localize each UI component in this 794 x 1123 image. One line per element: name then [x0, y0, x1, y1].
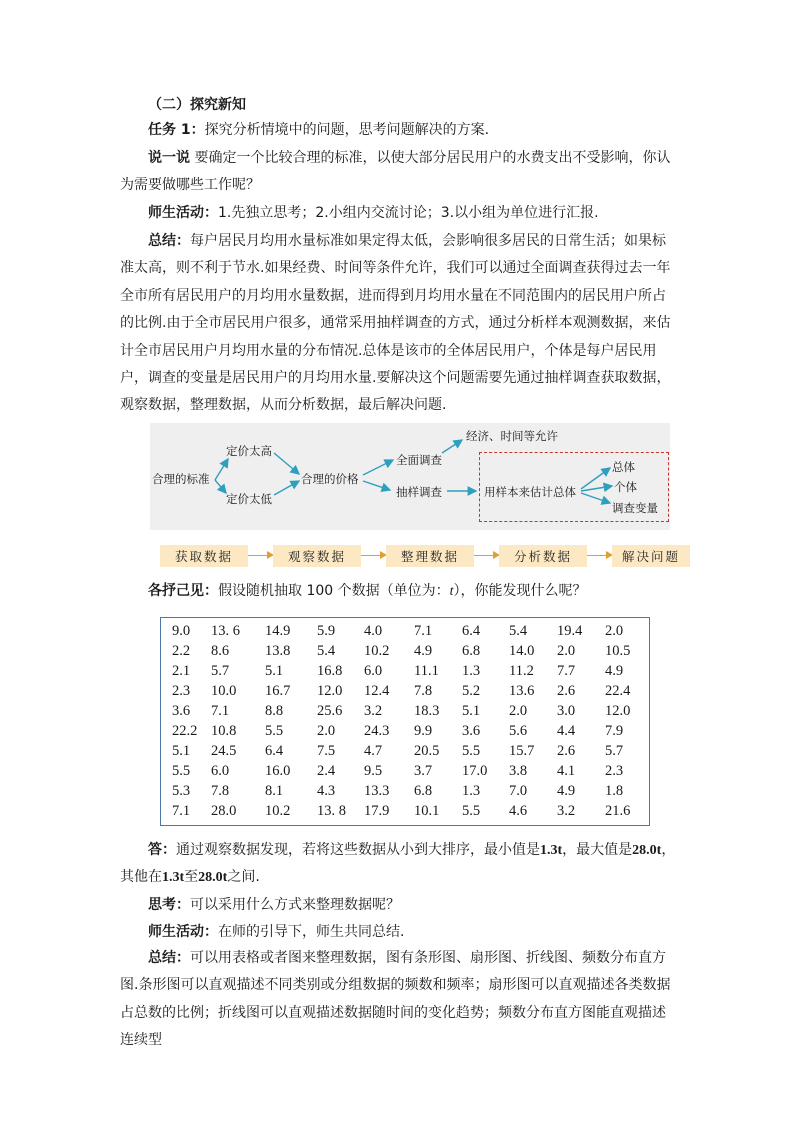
summary1-text: 每户居民月均用水量标准如果定得太低，会影响很多居民的日常生活；如果标准太高，则不利于节水.如果经费、时间等条件允许，我们可以通过全面调查获得过去一年全市所有居民用户的月均用水量数据，进而得到月均用水量在不同范围内的居民用户所占的比例.由于全市居民用户很多，通常采用抽样调查的方式，通过分析样本观测数据，来估计全市居民用户月均用水量的分布情况.总体是该市的全体居民用户，个体是每户居民用户，调查的变量是居民用户的月均用水量.要解决这个问题需要先通过抽样调查获取数据，观察数据，整理数据，从而分析数据，最后解决问题.: [120, 233, 671, 414]
node-cost: 经济、时间等允许: [466, 429, 558, 443]
node-individual: 个体: [614, 480, 637, 494]
table-cell: 3.6: [462, 723, 481, 740]
table-cell: 24.5: [211, 743, 237, 760]
opinion-post: ），你能发现什么呢？: [453, 583, 587, 599]
table-cell: 4.1: [557, 763, 576, 780]
opinion-paragraph: [120, 578, 676, 605]
think-text: 可以采用什么方式来整理数据呢？: [190, 897, 400, 913]
table-row: [161, 641, 649, 661]
table-cell: 17.9: [364, 803, 390, 820]
process-step-5: 解决问题: [612, 545, 690, 567]
table-cell: 2.6: [557, 743, 576, 760]
table-cell: 18.3: [414, 702, 440, 719]
process-step-2: 观察数据: [273, 545, 361, 567]
think-label: 思考：: [148, 897, 190, 913]
table-cell: 5.6: [509, 723, 528, 740]
table-row: [161, 802, 649, 822]
section-title: （二）探究新知: [148, 97, 246, 113]
table-cell: 10.1: [414, 803, 440, 820]
table-cell: 2.0: [557, 642, 576, 659]
table-cell: 7.9: [605, 723, 624, 740]
table-cell: 7.8: [211, 783, 230, 800]
table-row: [161, 701, 649, 721]
node-root: 合理的标准: [152, 472, 210, 486]
table-row: [161, 782, 649, 802]
table-cell: 2.6: [557, 682, 576, 699]
table-cell: 4.7: [364, 743, 383, 760]
table-cell: 4.3: [317, 783, 336, 800]
activity1-label: 师生活动：: [148, 205, 218, 221]
activity2-label: 师生活动：: [148, 924, 218, 940]
table-cell: 2.4: [317, 763, 336, 780]
activity2-paragraph: [120, 919, 676, 946]
node-full: 全面调查: [396, 453, 442, 467]
table-cell: 6.0: [211, 763, 230, 780]
answer-max: 28.0t: [632, 843, 662, 858]
table-row: [161, 762, 649, 782]
process-arrow-4: [587, 555, 611, 556]
say-text: 要确定一个比较合理的标准，以使大部分居民用户的水费支出不受影响，你认为需要做哪些工作呢？: [120, 150, 671, 194]
table-cell: 4.9: [414, 642, 433, 659]
arrow-price-full: [363, 460, 393, 475]
arrow-full-cost: [442, 440, 462, 453]
concept-diagram: [150, 423, 670, 530]
table-cell: 14.9: [265, 622, 291, 639]
answer-from: 1.3t: [162, 870, 185, 886]
opinion-pre: 假设随机抽取 100 个数据（单位为：: [218, 583, 450, 599]
answer-to: 28.0t: [198, 870, 228, 886]
table-cell: 10.2: [364, 642, 390, 659]
answer-label: 答：: [148, 842, 176, 858]
table-row: [161, 721, 649, 741]
table-cell: 3.6: [172, 702, 191, 719]
table-cell: 22.4: [605, 682, 631, 699]
table-cell: 5.7: [211, 662, 230, 679]
table-cell: 5.5: [265, 723, 284, 740]
table-cell: 5.9: [317, 622, 336, 639]
say-label: 说一说: [148, 150, 190, 166]
table-row: [161, 742, 649, 762]
think-paragraph: [120, 892, 676, 919]
table-cell: 17.0: [462, 763, 488, 780]
node-price: 合理的价格: [301, 472, 359, 486]
node-variable: 调查变量: [612, 501, 658, 515]
process-arrow-1: [248, 555, 272, 556]
table-cell: 13. 6: [211, 622, 240, 639]
table-cell: 11.2: [509, 662, 534, 679]
node-high: 定价太高: [226, 444, 272, 458]
arrow-root-low: [215, 480, 226, 493]
table-cell: 21.6: [605, 803, 631, 820]
table-cell: 15.7: [509, 743, 535, 760]
table-cell: 6.4: [265, 743, 284, 760]
table-cell: 7.5: [317, 743, 336, 760]
table-cell: 5.5: [172, 763, 191, 780]
table-cell: 12.0: [605, 702, 631, 719]
answer-text-1: 通过观察数据发现，若将这些数据从小到大排序，最小值是: [176, 842, 540, 858]
process-step-4: 分析数据: [499, 545, 587, 567]
table-cell: 13.3: [364, 783, 390, 800]
table-cell: 24.3: [364, 723, 390, 740]
summary2-label: 总结：: [148, 950, 190, 966]
table-cell: 3.0: [557, 702, 576, 719]
arrow-low-price: [274, 481, 299, 495]
table-cell: 7.1: [172, 803, 191, 820]
table-cell: 2.0: [317, 723, 336, 740]
table-cell: 2.3: [605, 763, 624, 780]
table-cell: 19.4: [557, 622, 583, 639]
table-cell: 10.0: [211, 682, 237, 699]
process-arrow-2: [361, 555, 385, 556]
table-cell: 6.0: [364, 662, 383, 679]
summary2-text: 可以用表格或者图来整理数据，图有条形图、扇形图、折线图、频数分布直方图.条形图可以直观描述不同类别或分组数据的频数和频率；扇形图可以直观描述各类数据占总数的比例；折线图可以直观描述数据随时间的变化趋势；频数分布直方图能直观描述连续型: [120, 950, 671, 1049]
table-cell: 10.8: [211, 723, 237, 740]
node-low: 定价太低: [226, 492, 272, 506]
table-cell: 7.8: [414, 682, 433, 699]
table-cell: 12.4: [364, 682, 390, 699]
process-step-3: 整理数据: [386, 545, 474, 567]
table-cell: 9.9: [414, 723, 433, 740]
answer-paragraph: [120, 837, 676, 892]
answer-text-2: ，最大值是: [562, 842, 633, 858]
table-cell: 10.2: [265, 803, 291, 820]
table-cell: 7.1: [211, 702, 230, 719]
summary1-label: 总结：: [148, 233, 190, 249]
table-cell: 7.0: [509, 783, 528, 800]
table-cell: 5.4: [317, 642, 336, 659]
table-cell: 5.1: [172, 743, 191, 760]
table-cell: 20.5: [414, 743, 440, 760]
table-cell: 1.8: [605, 783, 624, 800]
answer-text-4: 至: [184, 869, 199, 886]
table-cell: 13.6: [509, 682, 535, 699]
process-step-1: 获取数据: [160, 545, 248, 567]
table-cell: 1.3: [462, 662, 481, 679]
table-cell: 8.8: [265, 702, 284, 719]
table-cell: 6.8: [414, 783, 433, 800]
table-cell: 9.5: [364, 763, 383, 780]
table-cell: 3.7: [414, 763, 433, 780]
table-row: [161, 661, 649, 681]
table-cell: 6.8: [462, 642, 481, 659]
answer-text-5: 之间.: [227, 869, 260, 886]
table-cell: 10.5: [605, 642, 631, 659]
task1-text: 探究分析情境中的问题，思考问题解决的方案.: [204, 122, 490, 138]
table-cell: 13.8: [265, 642, 291, 659]
table-cell: 28.0: [211, 803, 237, 820]
arrow-price-sample: [363, 481, 390, 490]
answer-text-3: ，其他在: [120, 842, 676, 886]
arrow-high-price: [274, 453, 299, 474]
summary2-paragraph: [120, 945, 676, 1055]
table-cell: 4.0: [364, 622, 383, 639]
node-population: 总体: [612, 460, 635, 474]
table-cell: 6.4: [462, 622, 481, 639]
process-arrow-3: [474, 555, 498, 556]
table-cell: 2.1: [172, 662, 191, 679]
say-paragraph: [120, 145, 676, 200]
table-cell: 2.0: [605, 622, 624, 639]
node-estimate: 用样本来估计总体: [484, 485, 576, 499]
table-row: [161, 621, 649, 641]
answer-min: 1.3t: [540, 843, 563, 858]
table-cell: 5.5: [462, 803, 481, 820]
table-cell: 2.2: [172, 642, 191, 659]
table-cell: 5.4: [509, 622, 528, 639]
table-cell: 16.8: [317, 662, 343, 679]
table-cell: 5.7: [605, 743, 624, 760]
table-cell: 25.6: [317, 702, 343, 719]
table-cell: 7.1: [414, 622, 433, 639]
task1-label: 任务 1：: [148, 122, 205, 138]
table-cell: 5.1: [265, 662, 284, 679]
table-cell: 22.2: [172, 723, 198, 740]
table-cell: 2.0: [509, 702, 528, 719]
table-cell: 5.3: [172, 783, 191, 800]
summary1-paragraph: [120, 228, 676, 420]
table-cell: 4.4: [557, 723, 576, 740]
table-cell: 7.7: [557, 662, 576, 679]
table-cell: 3.2: [364, 702, 383, 719]
table-cell: 9.0: [172, 622, 191, 639]
table-cell: 5.5: [462, 743, 481, 760]
table-cell: 12.0: [317, 682, 343, 699]
table-cell: 1.3: [462, 783, 481, 800]
table-cell: 4.6: [509, 803, 528, 820]
table-cell: 3.2: [557, 803, 576, 820]
table-cell: 3.8: [509, 763, 528, 780]
opinion-unit: t: [449, 584, 454, 599]
table-cell: 5.1: [462, 702, 481, 719]
table-cell: 2.3: [172, 682, 191, 699]
activity1-text: 1.先独立思考；2.小组内交流讨论；3.以小组为单位进行汇报.: [218, 205, 599, 221]
table-cell: 5.2: [462, 682, 481, 699]
table-cell: 4.9: [557, 783, 576, 800]
table-cell: 14.0: [509, 642, 535, 659]
table-cell: 13. 8: [317, 803, 346, 820]
opinion-label: 各抒己见：: [148, 583, 218, 599]
table-row: [161, 681, 649, 701]
activity1-paragraph: [120, 200, 676, 227]
table-cell: 8.1: [265, 783, 284, 800]
task1-paragraph: [120, 117, 676, 144]
node-sample: 抽样调查: [396, 485, 442, 499]
data-table: [160, 617, 650, 826]
table-cell: 16.7: [265, 682, 291, 699]
table-cell: 16.0: [265, 763, 291, 780]
activity2-text: 在师的引导下，师生共同总结.: [218, 924, 405, 940]
table-cell: 8.6: [211, 642, 230, 659]
table-cell: 11.1: [414, 662, 439, 679]
table-cell: 4.9: [605, 662, 624, 679]
arrow-root-high: [215, 459, 228, 480]
